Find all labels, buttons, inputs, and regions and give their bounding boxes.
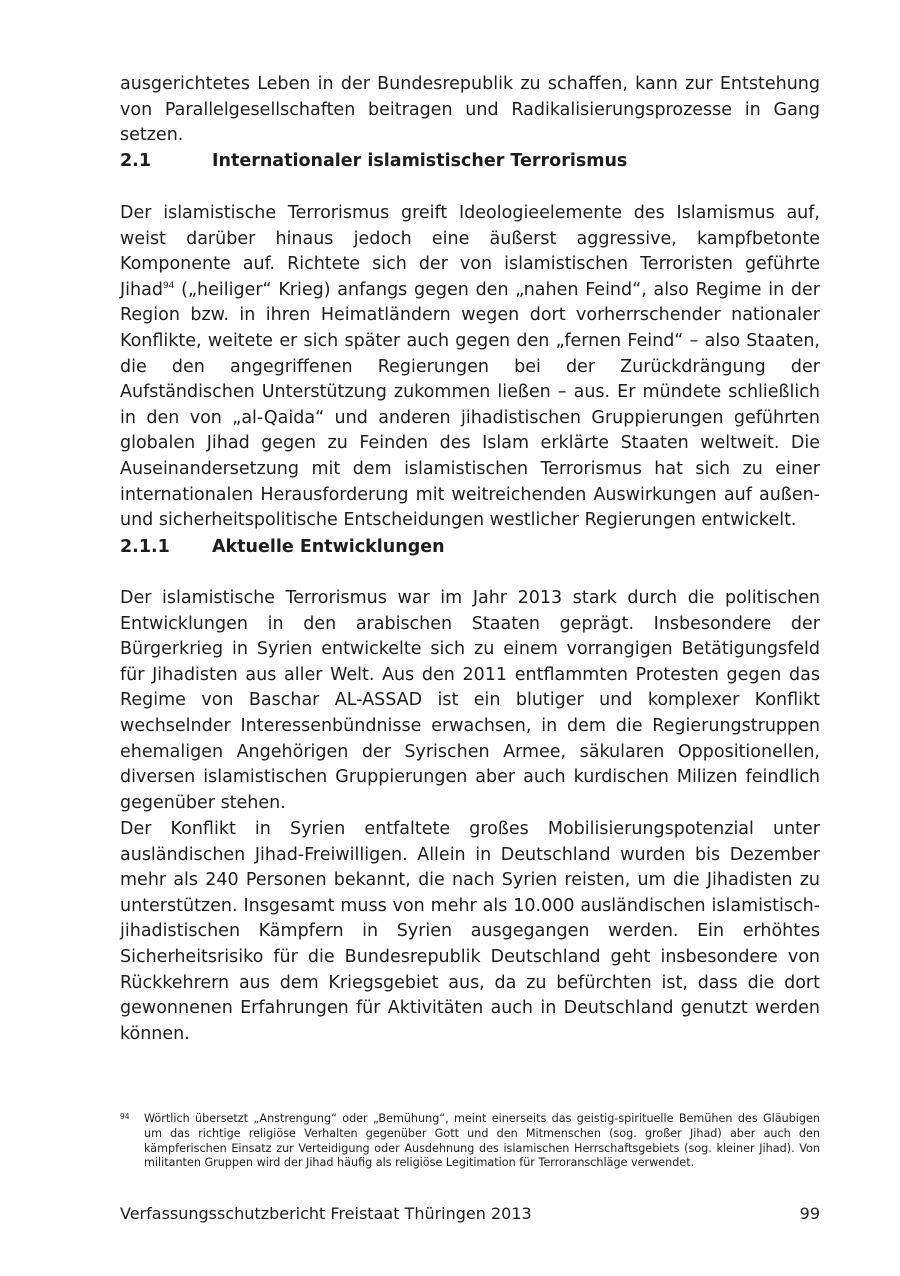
- section-title: Aktuelle Entwicklungen: [212, 537, 445, 557]
- paragraph-text-part1: Der islamistische Terrorismus greift Ideologieelemente des Islamismus auf, weist darüber hinaus jedoch eine äußerst aggressive, kampfbetonte Komponente auf. Richtete sich der von islamistischen Terroristen geführte Jihad: [120, 203, 820, 300]
- section-2-1-1-paragraph-1: Der islamistische Terrorismus war im Jahr 2013 stark durch die politischen Entwicklungen in den arabischen Staaten geprägt. Insbesondere der Bürgerkrieg in Syrien entwickelte sich zu einem vorrangigen Betätigungsfeld für Jihadisten aus aller Welt. Aus den 2011 entflammten Protesten gegen das Regime von Baschar AL-ASSAD ist ein blutiger und komplexer Konflikt wechselnder Interessenbündnisse erwachsen, in dem die Regierungstruppen ehemaligen Angehörigen der Syrischen Armee, säkularen Oppositionellen, diversen islamistischen Gruppierungen aber auch kurdischen Milizen feindlich gegenüber stehen.: [120, 588, 820, 813]
- page-footer: [120, 1203, 820, 1225]
- intro-paragraph: ausgerichtetes Leben in der Bundesrepublik zu schaffen, kann zur Entstehung von Parallelgesellschaften beitragen und Radikalisierungsprozesse in Gang setzen.: [120, 74, 820, 146]
- section-number: 2.1: [120, 151, 152, 171]
- section-heading-2-1: [120, 149, 627, 173]
- footnote-number: 94: [120, 1112, 130, 1121]
- section-2-1-1-paragraph-2: Der Konflikt in Syrien entfaltete großes Mobilisierungspotenzial unter ausländischen Jihad-Freiwilligen. Allein in Deutschland wurden bis Dezember mehr als 240 Personen bekannt, die nach Syrien reisten, um die Jihadisten zu unterstützen. Insgesamt muss von mehr als 10.000 ausländischen islamistisch-jihadistischen Kämpfern in Syrien ausgegangen werden. Ein erhöhtes Sicherheitsrisiko für die Bundesrepublik Deutschland geht insbesondere von Rückkehrern aus dem Kriegsgebiet aus, da zu befürchten ist, dass die dort gewonnenen Erfahrungen für Aktivitäten auch in Deutschland genutzt werden können.: [120, 819, 820, 1044]
- section-2-1-paragraph: [120, 201, 820, 534]
- section-number: 2.1.1: [120, 537, 170, 557]
- footer-title: Verfassungsschutzbericht Freistaat Thüringen 2013: [120, 1204, 532, 1223]
- section-heading-2-1-1: [120, 535, 445, 559]
- footnote-reference[interactable]: 94: [162, 280, 175, 291]
- section-title: Internationaler islamistischer Terrorismus: [212, 151, 628, 171]
- page-number: 99: [799, 1204, 820, 1223]
- paragraph-text-part2: („heiliger“ Krieg) anfangs gegen den „nahen Feind“, also Regime in der Region bzw. in ihren Heimatländern wegen dort vorherrschender nationaler Konflikte, weitete er sich später auch gegen den „fernen Feind“ – also Staaten, die den angegriffenen Regierungen bei der Zurückdrängung der Aufständischen Unterstützung zukommen ließen – aus. Er mündete schließlich in den von „al-Qaida“ und anderen jihadistischen Gruppierungen geführten globalen Jihad gegen zu Feinden des Islam erklärte Staaten weltweit. Die Auseinandersetzung mit dem islamistischen Terrorismus hat sich zu einer internationalen Herausforderung mit weitreichenden Auswirkungen auf außen- und sicherheitspolitische Entscheidungen westlicher Regierungen entwickelt.: [120, 279, 820, 531]
- footnote-text: Wörtlich übersetzt „Anstrengung“ oder „Bemühung“, meint einerseits das geistig-spirituelle Bemühen des Gläubigen um das richtige religiöse Verhalten gegenüber Gott und den Mitmenschen (sog. großer Jihad) aber auch den kämpferischen Einsatz zur Verteidigung oder Ausdehnung des islamischen Herrschaftsgebiets (sog. kleiner Jihad). Von militanten Gruppen wird der Jihad häufig als religiöse Legitimation für Terroranschläge verwendet.: [144, 1112, 820, 1170]
- footnote: [120, 1112, 820, 1171]
